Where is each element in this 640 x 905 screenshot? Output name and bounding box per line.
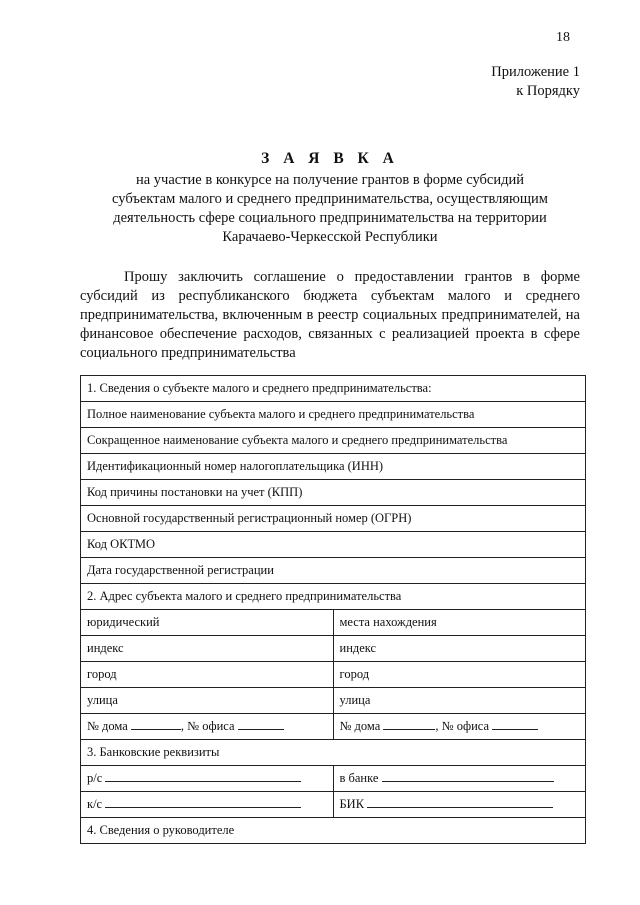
house-blank[interactable] <box>383 719 435 730</box>
form-row <box>81 506 586 532</box>
house-blank[interactable] <box>131 719 181 730</box>
house-label: № дома <box>339 719 381 733</box>
legal-house-office-field[interactable] <box>81 714 334 740</box>
form-row <box>81 402 586 428</box>
form-row <box>81 376 586 402</box>
rs-label: р/с <box>87 771 103 785</box>
location-house-office-field[interactable] <box>333 714 586 740</box>
bik-label: БИК <box>339 797 365 811</box>
form-row <box>81 532 586 558</box>
form-row <box>81 688 586 714</box>
form-row <box>81 792 586 818</box>
form-row <box>81 558 586 584</box>
short-name-field[interactable]: Сокращенное наименование субъекта малого и среднего предпринимательства <box>81 428 586 454</box>
ks-label: к/с <box>87 797 103 811</box>
document-heading <box>80 150 580 247</box>
full-name-field[interactable]: Полное наименование субъекта малого и среднего предпринимательства <box>81 402 586 428</box>
bank-blank[interactable] <box>382 771 554 782</box>
bank-field[interactable] <box>333 766 586 792</box>
form-row <box>81 428 586 454</box>
office-blank[interactable] <box>238 719 284 730</box>
legal-address-heading: юридический <box>81 610 334 636</box>
form-row <box>81 610 586 636</box>
ogrn-field[interactable]: Основной государственный регистрационный номер (ОГРН) <box>81 506 586 532</box>
form-row <box>81 454 586 480</box>
office-blank[interactable] <box>492 719 538 730</box>
appendix-note <box>491 63 580 101</box>
section-2-heading: 2. Адрес субъекта малого и среднего предпринимательства <box>81 584 586 610</box>
heading-line-2: субъектам малого и среднего предпринимательства, осуществляющим <box>112 191 548 207</box>
form-row <box>81 480 586 506</box>
intro-paragraph: Прошу заключить соглашение о предоставлении грантов в форме субсидий из республиканского бюджета субъектам малого и среднего предпринимательства, включенным в реестр социальных предпринимателей, на финансовое обеспечение расходов, связанных с реализацией проекта в сфере социального предпринимательства <box>80 269 580 361</box>
bik-blank[interactable] <box>367 797 553 808</box>
form-row <box>81 584 586 610</box>
inn-field[interactable]: Идентификационный номер налогоплательщика (ИНН) <box>81 454 586 480</box>
document-title: З А Я В К А <box>261 150 399 167</box>
heading-line-3: деятельность сфере социального предпринимательства на территории <box>113 210 547 226</box>
legal-index-field[interactable]: индекс <box>81 636 334 662</box>
form-row <box>81 714 586 740</box>
section-4-heading: 4. Сведения о руководителе <box>81 818 586 844</box>
heading-line-4: Карачаево-Черкесской Республики <box>222 229 438 245</box>
house-label: № дома <box>87 719 128 733</box>
appendix-line-2: к Порядку <box>516 83 580 99</box>
form-row <box>81 766 586 792</box>
rs-blank[interactable] <box>105 771 301 782</box>
section-3-heading: 3. Банковские реквизиты <box>81 740 586 766</box>
form-row <box>81 818 586 844</box>
rs-field[interactable] <box>81 766 334 792</box>
page-number: 18 <box>556 30 570 45</box>
oktmo-field[interactable]: Код ОКТМО <box>81 532 586 558</box>
section-1-heading: 1. Сведения о субъекте малого и среднего предпринимательства: <box>81 376 586 402</box>
appendix-line-1: Приложение 1 <box>491 64 580 80</box>
bank-label: в банке <box>339 771 379 785</box>
location-city-field[interactable]: город <box>333 662 586 688</box>
ks-field[interactable] <box>81 792 334 818</box>
office-label: , № офиса <box>180 719 235 733</box>
ks-blank[interactable] <box>105 797 301 808</box>
legal-city-field[interactable]: город <box>81 662 334 688</box>
office-label: , № офиса <box>435 719 490 733</box>
form-row <box>81 636 586 662</box>
location-address-heading: места нахождения <box>333 610 586 636</box>
application-form-table <box>80 375 586 844</box>
bik-field[interactable] <box>333 792 586 818</box>
kpp-field[interactable]: Код причины постановки на учет (КПП) <box>81 480 586 506</box>
location-index-field[interactable]: индекс <box>333 636 586 662</box>
registration-date-field[interactable]: Дата государственной регистрации <box>81 558 586 584</box>
location-street-field[interactable]: улица <box>333 688 586 714</box>
legal-street-field[interactable]: улица <box>81 688 334 714</box>
form-row <box>81 740 586 766</box>
heading-line-1: на участие в конкурсе на получение грантов в форме субсидий <box>135 172 525 188</box>
form-row <box>81 662 586 688</box>
